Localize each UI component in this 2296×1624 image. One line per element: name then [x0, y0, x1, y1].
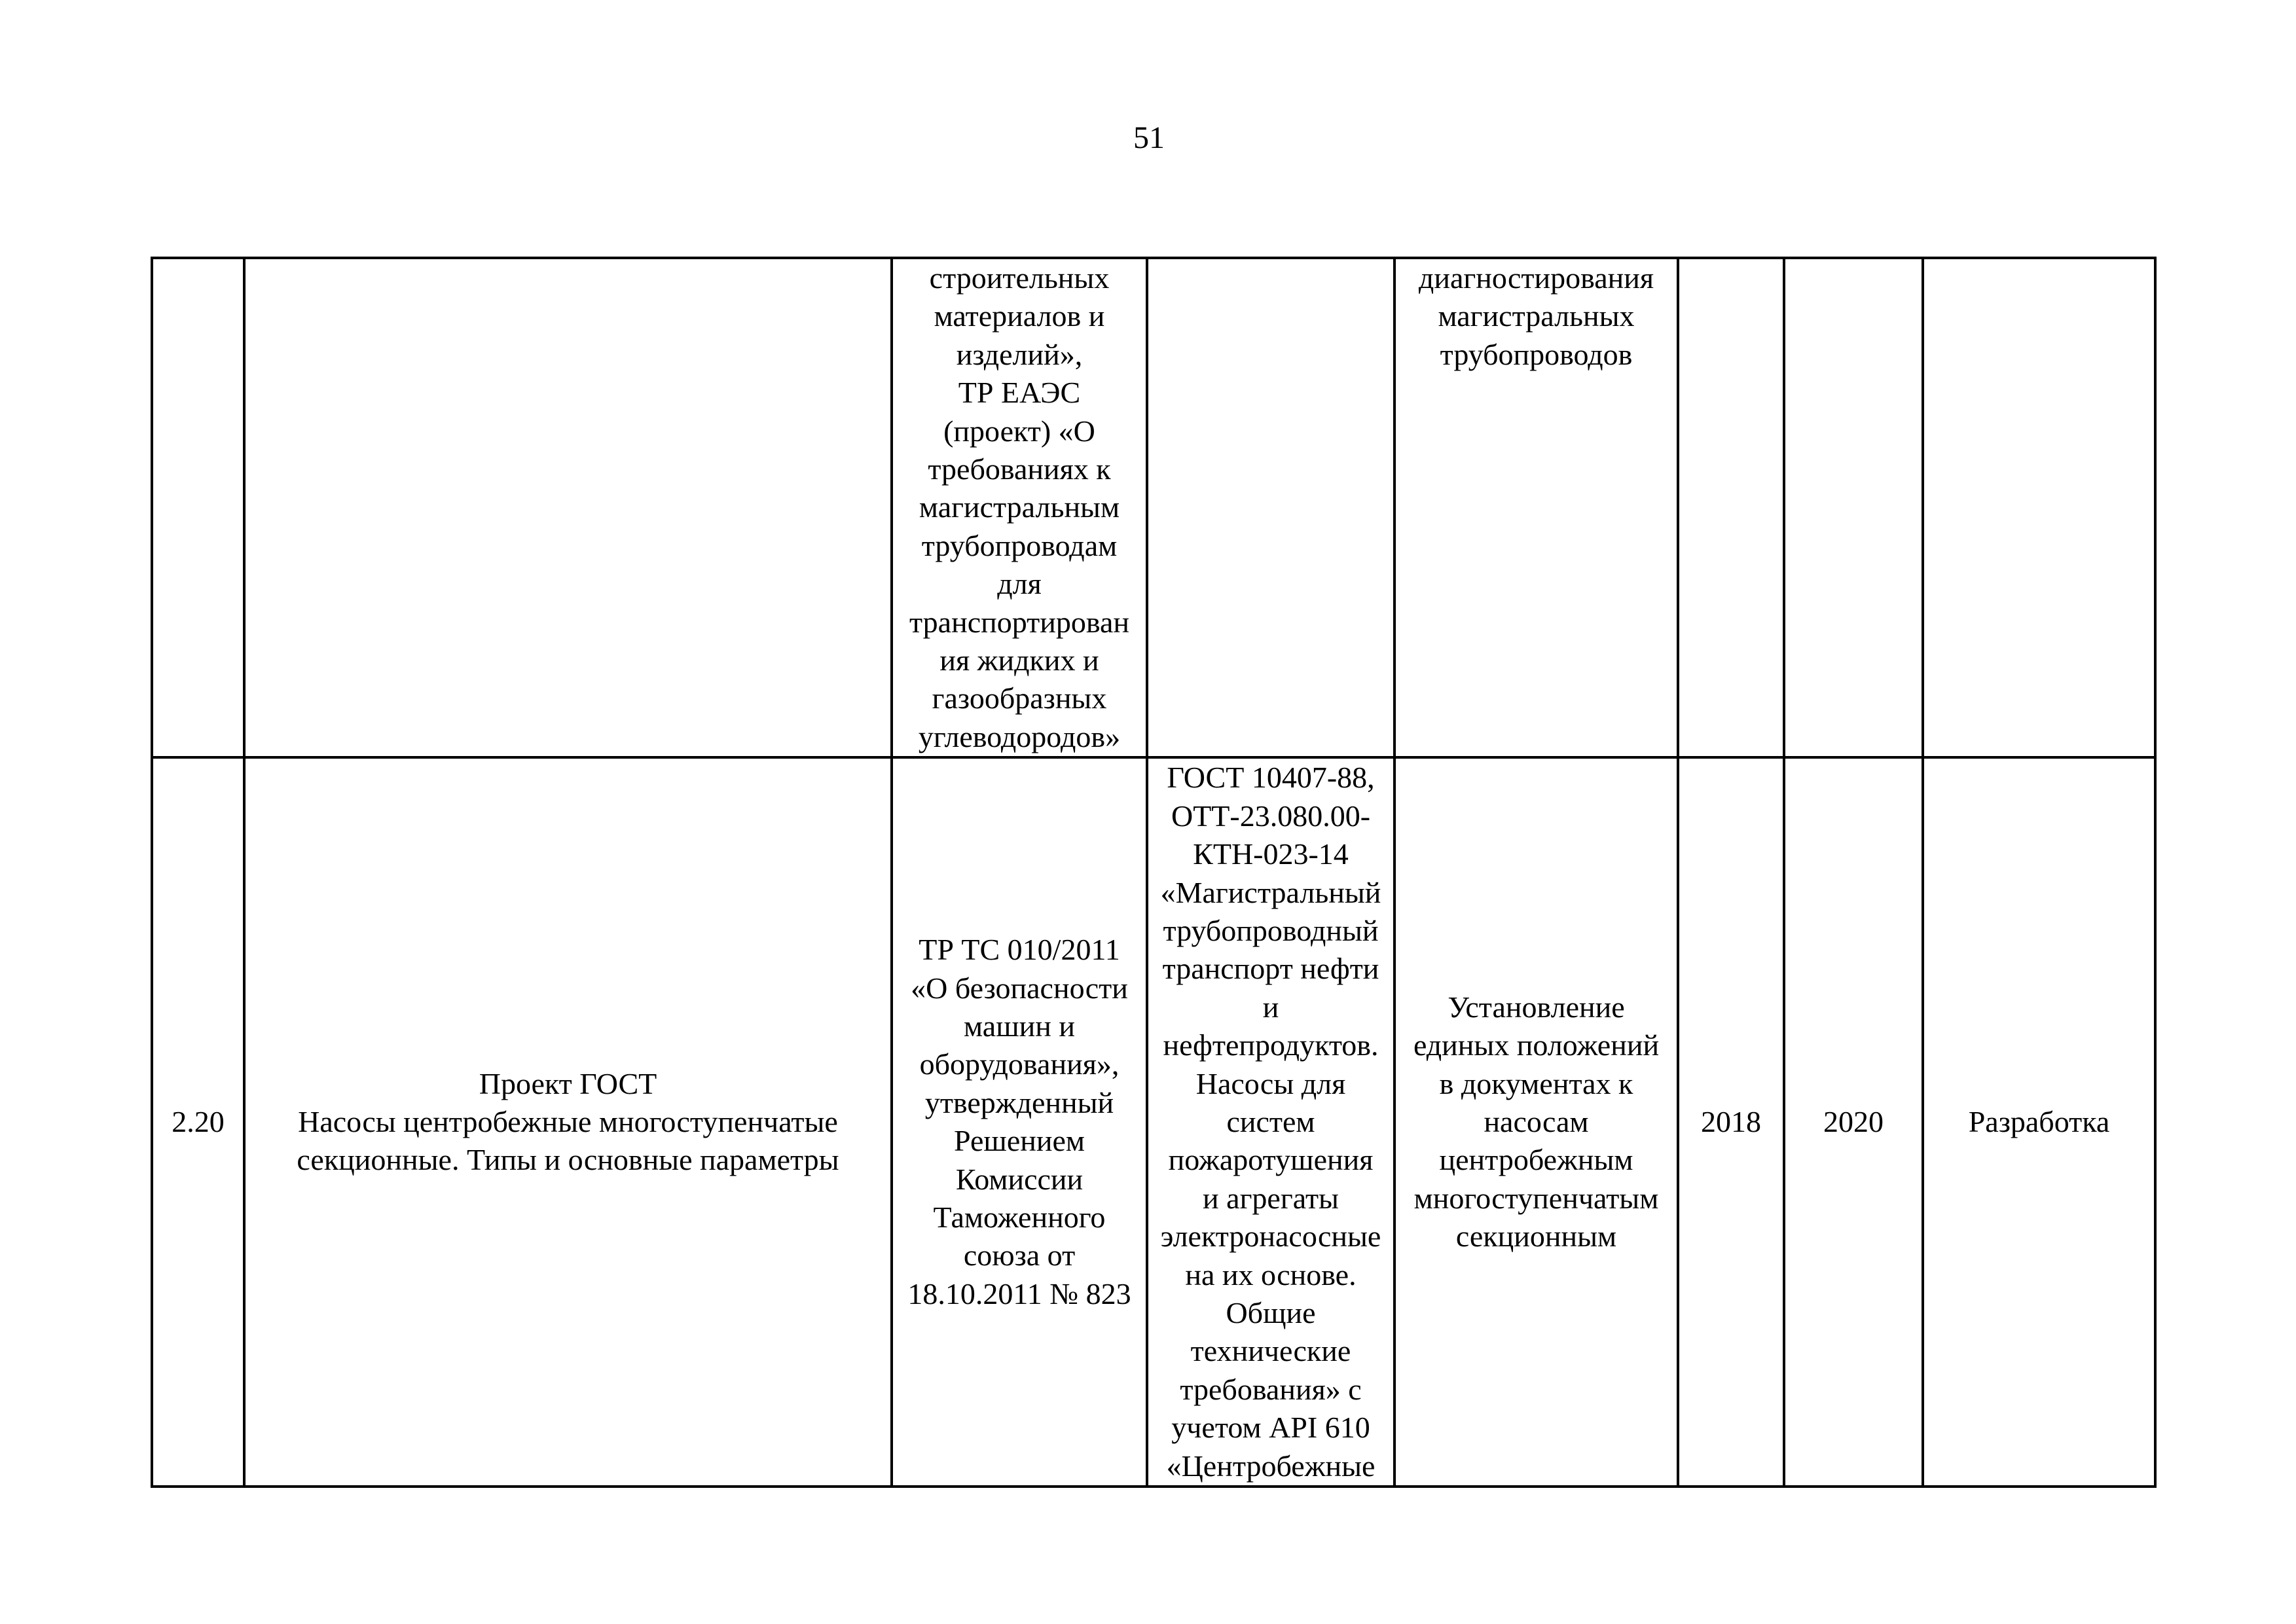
text-line: нефтепродуктов. — [1163, 1028, 1379, 1062]
start-year-cell — [1678, 258, 1784, 757]
text-line: строительных — [929, 261, 1110, 295]
standards-table — [151, 257, 2157, 1488]
text-line: утвержденный — [924, 1085, 1114, 1119]
text-line: Комиссии — [955, 1162, 1084, 1196]
text-line: Таможенного — [933, 1200, 1106, 1234]
text-line: и — [1262, 990, 1279, 1024]
text-line: Решением — [954, 1124, 1085, 1158]
text-line: единых положений — [1413, 1028, 1660, 1062]
text-line: машин и — [964, 1009, 1075, 1043]
text-line: Проект ГОСТ — [479, 1066, 657, 1100]
goal-lines — [1398, 988, 1674, 1256]
text-line: «Центробежные — [1166, 1449, 1376, 1483]
related-standards-cell — [1147, 258, 1394, 757]
text-line: диагностирования — [1418, 261, 1654, 295]
text-line: Насосы для — [1195, 1066, 1346, 1100]
page-number: 51 — [1133, 120, 1165, 155]
table-row — [152, 757, 2155, 1487]
text-line: секционные. Типы и основные параметры — [297, 1143, 839, 1177]
table-row — [152, 258, 2155, 757]
end-year-cell: 2020 — [1784, 757, 1923, 1487]
text-line: углеводородов» — [918, 719, 1121, 753]
start-year-cell: 2018 — [1678, 757, 1784, 1487]
text-line: Насосы центробежные многоступенчатые — [298, 1104, 838, 1138]
text-line: и агрегаты — [1203, 1181, 1339, 1215]
technical-regulation-cell — [892, 757, 1147, 1487]
text-line: требования» с — [1180, 1372, 1362, 1406]
text-line: систем — [1226, 1104, 1315, 1138]
text-line: технические — [1190, 1334, 1351, 1368]
text-line: трубопроводов — [1440, 337, 1633, 371]
text-line: электронасосные — [1160, 1219, 1381, 1254]
text-line: оборудования», — [919, 1047, 1120, 1081]
text-line: для — [997, 567, 1042, 601]
text-line: изделий», — [956, 337, 1083, 371]
technical-regulation-cell — [892, 258, 1147, 757]
text-line: ТР ТС 010/2011 — [919, 933, 1120, 967]
work-type-cell: Разработка — [1923, 757, 2155, 1487]
text-line: ТР ЕАЭС — [958, 376, 1081, 410]
text-line: Общие — [1226, 1295, 1316, 1329]
text-line: транспорт нефти — [1162, 952, 1379, 986]
text-line: союза от — [963, 1238, 1076, 1272]
text-line: «О безопасности — [911, 971, 1128, 1005]
text-line: Установление — [1448, 990, 1625, 1024]
text-line: ия жидких и — [939, 643, 1099, 677]
text-line: КТН-023-14 — [1193, 837, 1349, 871]
technical-regulation-lines — [896, 259, 1143, 756]
text-line: магистральных — [1438, 299, 1635, 333]
text-line: трубопроводам — [921, 528, 1118, 562]
text-line: трубопроводный — [1163, 913, 1379, 947]
text-line: секционным — [1455, 1219, 1617, 1254]
text-line: материалов и — [934, 299, 1105, 333]
text-line: магистральным — [919, 490, 1120, 524]
goal-cell — [1394, 757, 1678, 1487]
text-line: «Магистральный — [1160, 875, 1381, 909]
text-line: требованиях к — [928, 452, 1111, 486]
text-line: учетом API 610 — [1171, 1411, 1370, 1445]
text-line: газообразных — [932, 681, 1107, 715]
technical-regulation-lines — [896, 931, 1143, 1313]
text-line: в документах к — [1439, 1066, 1633, 1100]
document-title-cell — [244, 258, 892, 757]
row-number-cell: 2.20 — [152, 757, 244, 1487]
document-title-lines — [248, 1065, 888, 1180]
text-line: ГОСТ 10407-88, — [1167, 761, 1375, 795]
goal-lines — [1398, 259, 1674, 374]
text-line: транспортирован — [909, 605, 1129, 639]
text-line: центробежным — [1439, 1143, 1633, 1177]
text-line: ОТТ-23.080.00- — [1171, 799, 1371, 833]
related-standards-lines — [1151, 759, 1391, 1485]
goal-cell — [1394, 258, 1678, 757]
related-standards-cell — [1147, 757, 1394, 1487]
text-line: насосам — [1484, 1104, 1589, 1138]
end-year-cell — [1784, 258, 1923, 757]
row-number-cell — [152, 258, 244, 757]
text-line: многоступенчатым — [1413, 1181, 1659, 1215]
text-line: 18.10.2011 № 823 — [907, 1276, 1131, 1310]
text-line: пожаротушения — [1168, 1143, 1374, 1177]
document-title-cell — [244, 757, 892, 1487]
work-type-cell — [1923, 258, 2155, 757]
text-line: на их основе. — [1185, 1257, 1357, 1291]
text-line: (проект) «О — [943, 414, 1095, 448]
